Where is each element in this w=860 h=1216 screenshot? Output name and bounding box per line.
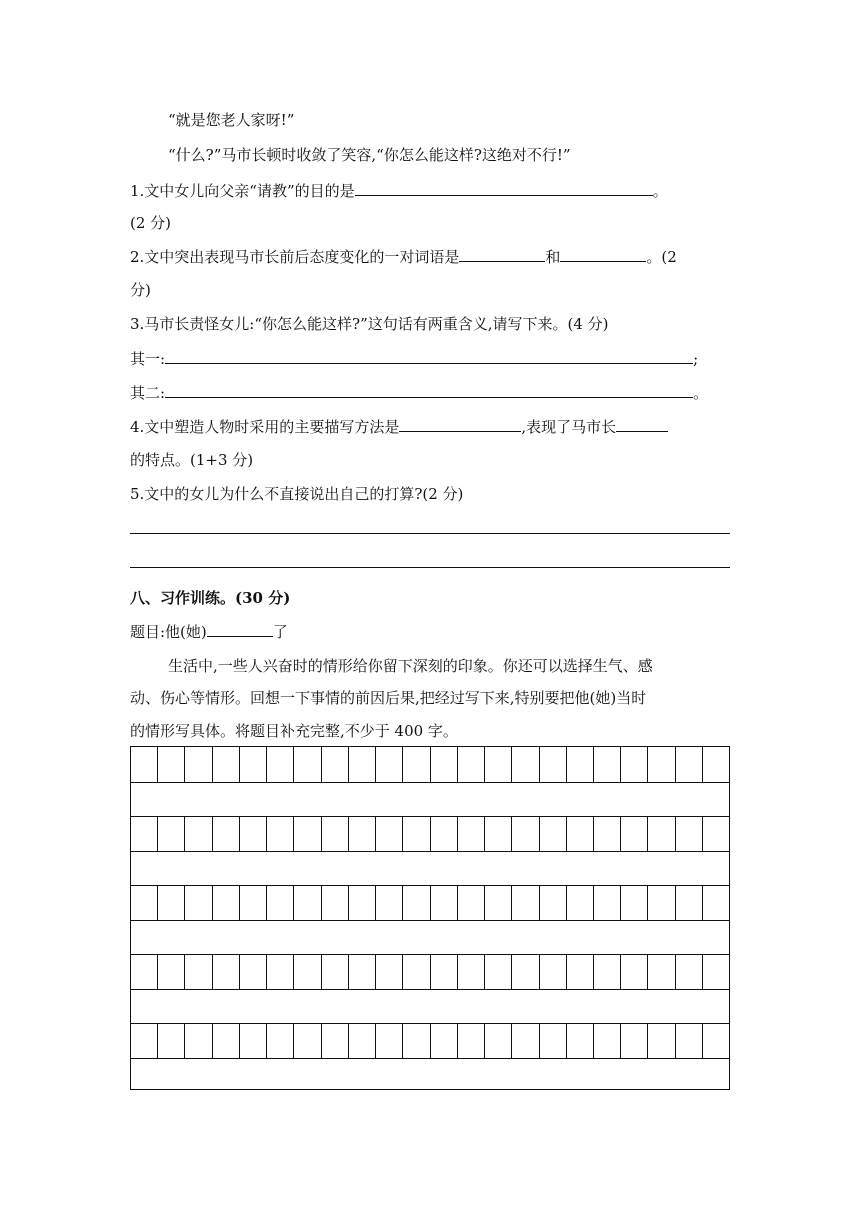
grid-line: [131, 920, 729, 921]
grid-cell[interactable]: [240, 885, 267, 920]
grid-cell[interactable]: [376, 885, 403, 920]
prompt-line: 的情形写具体。将题目补充完整,不少于 400 字。: [130, 722, 458, 740]
grid-cell[interactable]: [512, 816, 539, 851]
grid-cell[interactable]: [376, 816, 403, 851]
grid-cell[interactable]: [158, 816, 185, 851]
grid-cell[interactable]: [458, 885, 485, 920]
grid-cell[interactable]: [267, 1023, 294, 1058]
grid-cell[interactable]: [540, 954, 567, 989]
answer-blank[interactable]: [355, 180, 653, 196]
question-text: 2.文中突出表现马市长前后态度变化的一对词语是: [130, 248, 460, 266]
grid-cell[interactable]: [267, 816, 294, 851]
grid-cell[interactable]: [703, 747, 729, 782]
grid-cell[interactable]: [294, 885, 321, 920]
grid-cell[interactable]: [567, 954, 594, 989]
grid-cell[interactable]: [267, 747, 294, 782]
prompt-line: 动、伤心等情形。回想一下事情的前因后果,把经过写下来,特别要把他(她)当时: [130, 689, 647, 707]
grid-cell[interactable]: [594, 954, 621, 989]
question-score: (2 分): [130, 214, 172, 232]
punctuation: ;: [693, 350, 699, 368]
title-prefix: 题目:他(她): [130, 623, 207, 641]
grid-cell-row: [131, 1023, 729, 1058]
question-text: 的特点。(1+3 分): [130, 451, 254, 469]
answer-label: 其二:: [130, 384, 166, 402]
grid-cell[interactable]: [267, 885, 294, 920]
grid-cell[interactable]: [158, 954, 185, 989]
grid-cell[interactable]: [458, 816, 485, 851]
grid-cell-row: [131, 885, 729, 920]
title-blank[interactable]: [207, 621, 273, 637]
answer-blank[interactable]: [165, 382, 693, 398]
grid-cell[interactable]: [131, 885, 158, 920]
passage-line: “什么?”马市长顿时收敛了笑容,“你怎么能这样?这绝对不行!”: [168, 146, 571, 164]
essay-title: [130, 621, 730, 642]
grid-cell[interactable]: [485, 747, 512, 782]
grid-cell[interactable]: [185, 816, 212, 851]
answer-line-first: [130, 348, 730, 369]
grid-cell[interactable]: [594, 747, 621, 782]
grid-cell[interactable]: [294, 816, 321, 851]
grid-cell[interactable]: [594, 816, 621, 851]
grid-cell[interactable]: [676, 954, 703, 989]
grid-cell[interactable]: [158, 747, 185, 782]
grid-cell[interactable]: [403, 816, 430, 851]
grid-cell[interactable]: [648, 1023, 675, 1058]
grid-cell[interactable]: [567, 816, 594, 851]
grid-cell[interactable]: [567, 885, 594, 920]
grid-cell-row: [131, 954, 729, 989]
grid-cell[interactable]: [648, 816, 675, 851]
grid-cell[interactable]: [676, 1023, 703, 1058]
grid-cell[interactable]: [431, 1023, 458, 1058]
grid-cell[interactable]: [322, 747, 349, 782]
grid-cell[interactable]: [703, 816, 729, 851]
grid-cell[interactable]: [376, 954, 403, 989]
grid-cell[interactable]: [376, 1023, 403, 1058]
question-text: 4.文中塑造人物时采用的主要描写方法是: [130, 418, 400, 436]
question-3: 3.马市长责怪女儿:“你怎么能这样?”这句话有两重含义,请写下来。(4 分): [130, 315, 609, 333]
grid-cell[interactable]: [703, 1023, 729, 1058]
grid-cell[interactable]: [213, 954, 240, 989]
grid-cell[interactable]: [512, 1023, 539, 1058]
grid-cell[interactable]: [567, 747, 594, 782]
grid-cell[interactable]: [485, 816, 512, 851]
grid-cell[interactable]: [349, 816, 376, 851]
grid-cell[interactable]: [703, 885, 729, 920]
grid-cell[interactable]: [294, 1023, 321, 1058]
grid-cell[interactable]: [621, 1023, 648, 1058]
grid-cell[interactable]: [185, 1023, 212, 1058]
grid-cell[interactable]: [322, 816, 349, 851]
grid-cell[interactable]: [648, 954, 675, 989]
grid-cell[interactable]: [594, 1023, 621, 1058]
grid-cell[interactable]: [240, 954, 267, 989]
question-5: 5.文中的女儿为什么不直接说出自己的打算?(2 分): [130, 485, 464, 503]
grid-cell[interactable]: [158, 1023, 185, 1058]
question-4: [130, 416, 730, 437]
punctuation: 。: [693, 384, 709, 402]
grid-cell[interactable]: [213, 885, 240, 920]
grid-cell[interactable]: [294, 954, 321, 989]
grid-cell[interactable]: [676, 816, 703, 851]
grid-cell[interactable]: [131, 954, 158, 989]
grid-cell[interactable]: [322, 1023, 349, 1058]
grid-cell[interactable]: [185, 747, 212, 782]
grid-cell[interactable]: [621, 747, 648, 782]
grid-cell[interactable]: [403, 885, 430, 920]
grid-cell[interactable]: [240, 747, 267, 782]
title-suffix: 了: [272, 623, 288, 641]
grid-cell[interactable]: [349, 747, 376, 782]
grid-cell[interactable]: [213, 747, 240, 782]
question-text: ,表现了马市长: [521, 418, 617, 436]
question-1: [130, 180, 730, 201]
grid-cell[interactable]: [703, 954, 729, 989]
grid-cell[interactable]: [131, 816, 158, 851]
grid-cell[interactable]: [431, 954, 458, 989]
grid-cell[interactable]: [213, 1023, 240, 1058]
grid-cell[interactable]: [267, 954, 294, 989]
grid-cell[interactable]: [485, 954, 512, 989]
grid-cell[interactable]: [676, 885, 703, 920]
grid-cell[interactable]: [458, 747, 485, 782]
grid-cell[interactable]: [458, 1023, 485, 1058]
grid-cell[interactable]: [403, 954, 430, 989]
grid-cell[interactable]: [213, 816, 240, 851]
question-text: 和: [545, 248, 561, 266]
grid-line: [131, 989, 729, 990]
grid-cell[interactable]: [240, 816, 267, 851]
answer-label: 其一:: [130, 350, 166, 368]
grid-cell[interactable]: [349, 954, 376, 989]
grid-cell[interactable]: [431, 816, 458, 851]
grid-cell[interactable]: [349, 1023, 376, 1058]
grid-cell[interactable]: [185, 954, 212, 989]
grid-cell[interactable]: [540, 1023, 567, 1058]
grid-cell[interactable]: [540, 885, 567, 920]
grid-cell[interactable]: [485, 885, 512, 920]
grid-cell[interactable]: [458, 954, 485, 989]
question-2: [130, 246, 730, 267]
grid-cell[interactable]: [512, 954, 539, 989]
grid-cell[interactable]: [322, 954, 349, 989]
answer-line-second: [130, 382, 730, 403]
grid-cell[interactable]: [621, 816, 648, 851]
grid-cell[interactable]: [431, 885, 458, 920]
grid-cell[interactable]: [540, 816, 567, 851]
grid-cell[interactable]: [621, 954, 648, 989]
grid-line: [131, 1058, 729, 1059]
grid-cell[interactable]: [349, 885, 376, 920]
grid-cell[interactable]: [158, 885, 185, 920]
grid-cell[interactable]: [431, 747, 458, 782]
grid-cell[interactable]: [648, 747, 675, 782]
answer-blank[interactable]: [165, 348, 693, 364]
grid-cell[interactable]: [512, 747, 539, 782]
grid-cell[interactable]: [485, 1023, 512, 1058]
grid-cell[interactable]: [403, 1023, 430, 1058]
grid-cell[interactable]: [512, 885, 539, 920]
answer-blank[interactable]: [616, 416, 668, 432]
grid-line: [131, 782, 729, 783]
grid-line: [131, 851, 729, 852]
question-score: 分): [130, 281, 151, 299]
grid-cell[interactable]: [240, 1023, 267, 1058]
grid-cell[interactable]: [403, 747, 430, 782]
answer-blank[interactable]: [560, 246, 646, 262]
grid-cell[interactable]: [131, 747, 158, 782]
grid-cell[interactable]: [648, 885, 675, 920]
grid-cell[interactable]: [621, 885, 648, 920]
grid-cell[interactable]: [294, 747, 321, 782]
grid-cell[interactable]: [322, 885, 349, 920]
section-heading: 八、习作训练。(30 分): [130, 589, 291, 607]
grid-cell-row: [131, 816, 729, 851]
answer-blank[interactable]: [459, 246, 545, 262]
grid-cell[interactable]: [131, 1023, 158, 1058]
grid-cell[interactable]: [676, 747, 703, 782]
grid-cell-row: [131, 747, 729, 782]
grid-cell[interactable]: [376, 747, 403, 782]
writing-grid[interactable]: [130, 746, 730, 1090]
prompt-line: 生活中,一些人兴奋时的情形给你留下深刻的印象。你还可以选择生气、感: [168, 657, 653, 675]
grid-cell[interactable]: [567, 1023, 594, 1058]
passage-line: “就是您老人家呀!”: [168, 111, 295, 129]
grid-cell[interactable]: [594, 885, 621, 920]
grid-cell[interactable]: [185, 885, 212, 920]
answer-rule[interactable]: [130, 533, 730, 534]
answer-rule[interactable]: [130, 567, 730, 568]
grid-cell[interactable]: [540, 747, 567, 782]
question-text: 1.文中女儿向父亲“请教”的目的是: [130, 182, 355, 200]
answer-blank[interactable]: [399, 416, 521, 432]
question-text: 。(2: [646, 248, 677, 266]
punctuation: 。: [652, 182, 668, 200]
